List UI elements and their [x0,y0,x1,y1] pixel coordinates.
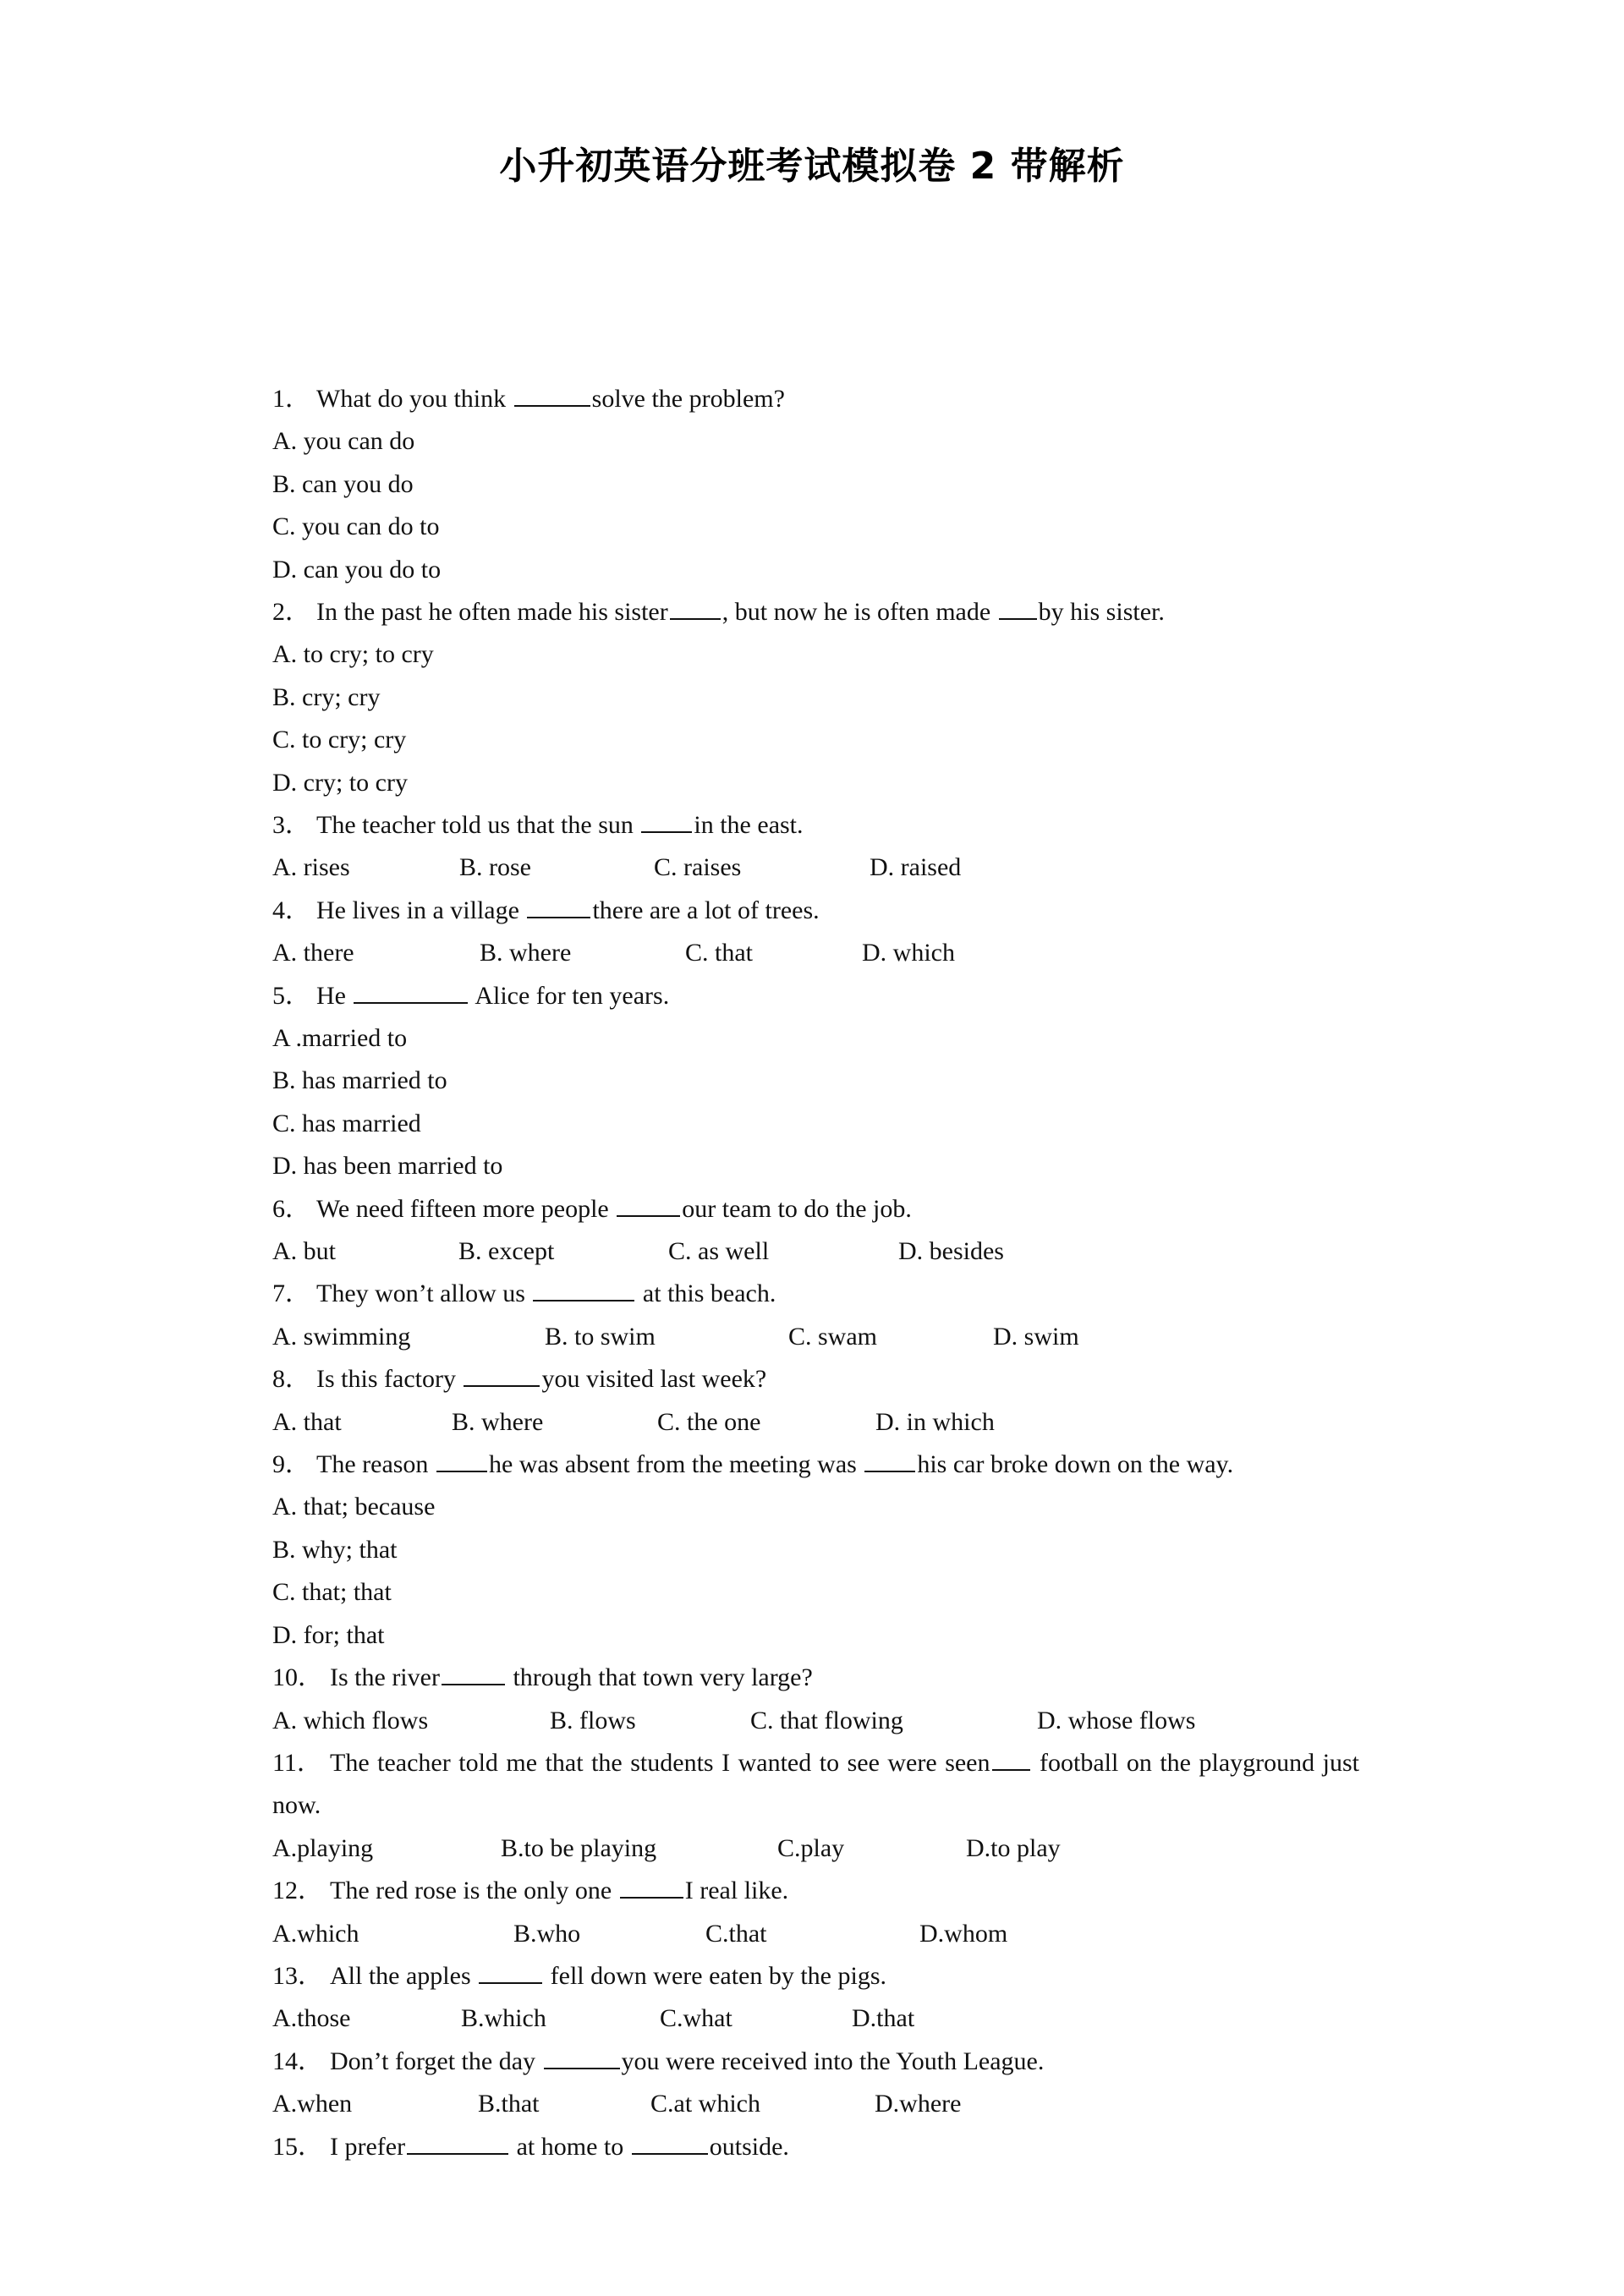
question-stem [272,1273,1359,1315]
answer-option: C.at which [650,2090,760,2118]
answer-blank [641,806,692,833]
question-item [272,591,1359,804]
question-number: 5． [272,981,310,1010]
question-item [272,1955,1359,2041]
answer-option: B.who [513,1919,581,1948]
answer-option: B.to be playing [501,1833,657,1862]
question-text: The red rose is the only one [330,1877,618,1905]
answer-blank [670,593,721,620]
answer-option: D. besides [898,1237,1004,1266]
answer-blank [442,1658,505,1685]
answer-options-row [272,1401,1359,1444]
question-stem [272,1870,1359,1912]
question-text: by his sister. [1038,598,1165,627]
question-item [272,975,1359,1188]
answer-option: D.whom [919,1919,1008,1948]
question-number: 7． [272,1280,310,1308]
answer-blank [864,1445,915,1472]
question-item [272,804,1359,890]
answer-option: B. flows [550,1706,636,1734]
question-text: football on the playground just now. [272,1748,1359,1820]
answer-options-row [272,2083,1359,2125]
question-text: Is the river [330,1663,440,1692]
question-item [272,1444,1359,1657]
question-text: through that town very large? [506,1663,813,1692]
answer-option: C. that; that [272,1578,392,1607]
answer-option: A. swimming [272,1322,411,1351]
answer-blank [632,2128,708,2155]
answer-option: D. has been married to [272,1152,503,1181]
answer-option: B. can you do [272,469,414,498]
answer-option: D. can you do to [272,555,442,584]
answer-option: D.where [875,2090,962,2118]
question-text: at home to [510,2132,630,2161]
question-text: What do you think [316,385,513,413]
question-text: I real like. [684,1877,789,1905]
question-stem [272,1742,1359,1827]
answer-blank [354,977,468,1004]
question-item [272,890,1359,975]
answer-option: A. there [272,939,354,967]
question-item [272,1273,1359,1358]
answer-option: D. swim [993,1322,1079,1351]
answer-option: C. you can do to [272,512,440,541]
answer-option: A.when [272,2090,353,2118]
answer-options-row [272,1316,1359,1358]
answer-option: B. cry; cry [272,682,381,711]
question-text: , but now he is often made [721,598,997,627]
question-item [272,1188,1359,1274]
question-text: Alice for ten years. [469,981,670,1010]
question-text: He lives in a village [316,896,526,924]
question-text: In the past he often made his sister [316,598,668,627]
answer-blank [514,380,590,407]
answer-option: A. to cry; to cry [272,640,434,669]
question-number: 4． [272,896,310,924]
answer-option: A.playing [272,1833,374,1862]
answer-option: B. why; that [272,1535,398,1564]
question-number: 2． [272,598,310,627]
answer-option: C. as well [668,1237,770,1266]
answer-option: B. except [458,1237,555,1266]
question-number: 9． [272,1450,310,1479]
question-stem [272,1444,1359,1486]
answer-option: D. whose flows [1037,1706,1196,1734]
answer-options-row [272,1913,1359,1955]
answer-option: D. raised [870,853,962,882]
answer-option: C.that [705,1919,767,1948]
question-number: 8． [272,1365,310,1394]
question-item [272,2041,1359,2126]
question-text: you were received into the Youth League. [621,2047,1045,2075]
question-text: The teacher told me that the students I wanted to see were seen [330,1748,990,1777]
question-item [272,1742,1359,1870]
answer-option: C. that flowing [750,1706,903,1734]
answer-option: B. where [480,939,572,967]
answer-option: C. that [685,939,753,967]
question-text: All the apples [330,1961,478,1990]
question-item [272,378,1359,591]
question-number: 6． [272,1194,310,1223]
answer-option: A. that [272,1407,342,1436]
question-text: he was absent from the meeting was [488,1450,864,1479]
question-list [272,378,1359,2168]
answer-option: B.that [478,2090,540,2118]
question-item [272,1657,1359,1742]
question-text: outside. [709,2132,789,2161]
question-stem [272,890,1359,932]
answer-options-row [272,932,1359,974]
question-item [272,1870,1359,1955]
answer-option: B. where [452,1407,544,1436]
answer-blank [533,1274,634,1301]
answer-options-row [272,847,1359,889]
answer-option: B. to swim [545,1322,656,1351]
answer-option: B.which [461,2004,546,2033]
question-text: you visited last week? [541,1365,767,1394]
answer-blank [620,1871,683,1899]
answer-option: B. has married to [272,1066,447,1095]
question-text: The teacher told us that the sun [316,811,640,840]
answer-blank [992,1744,1030,1771]
answer-option: D. in which [875,1407,995,1436]
question-stem [272,975,1359,1017]
question-stem [272,1657,1359,1699]
page-title: 小升初英语分班考试模拟卷 2 带解析 [499,145,1125,188]
question-number: 10． [272,1663,323,1692]
question-stem [272,1955,1359,1997]
question-number: 13． [272,1961,323,1990]
answer-option: A. which flows [272,1706,429,1734]
answer-option: C. to cry; cry [272,726,407,754]
question-stem [272,2041,1359,2083]
question-text: The reason [316,1450,435,1479]
answer-blank [544,2042,620,2069]
question-text: We need fifteen more people [316,1194,616,1223]
answer-blank [479,1957,542,1984]
question-text: Don’t forget the day [330,2047,542,2075]
answer-option: A.those [272,2004,351,2033]
answer-option: A. you can do [272,427,415,456]
answer-blank [407,2128,508,2155]
answer-option: C.play [777,1833,845,1862]
answer-option: C. raises [654,853,742,882]
answer-option: D.to play [966,1833,1061,1862]
answer-option: D. for; that [272,1620,385,1649]
answer-option: C. has married [272,1109,421,1137]
answer-blank [527,891,590,918]
question-text: I prefer [330,2132,406,2161]
question-item [272,1358,1359,1444]
question-text: his car broke down on the way. [917,1450,1234,1479]
question-text: there are a lot of trees. [592,896,820,924]
question-number: 14． [272,2047,323,2075]
question-stem [272,378,1359,420]
question-number: 11． [272,1748,322,1777]
answer-option: C. the one [657,1407,761,1436]
answer-option: A.which [272,1919,359,1948]
answer-option: A. rises [272,853,350,882]
answer-option: A. that; because [272,1493,436,1521]
question-stem [272,591,1359,633]
answer-options-row [272,1827,1359,1870]
question-stem [272,804,1359,847]
answer-blank [464,1360,540,1387]
answer-option: D. cry; to cry [272,768,408,797]
question-number: 1． [272,385,310,413]
question-stem [272,1358,1359,1400]
question-text: in the east. [694,811,804,840]
question-text: our team to do the job. [682,1194,912,1223]
answer-option: C. swam [788,1322,877,1351]
question-text: solve the problem? [591,385,785,413]
answer-options-row [272,1700,1359,1742]
question-text: Is this factory [316,1365,463,1394]
answer-options-row [272,1997,1359,2040]
answer-blank [617,1190,680,1217]
question-text: fell down were eaten by the pigs. [544,1961,887,1990]
answer-option: A. but [272,1237,336,1266]
question-number: 12． [272,1877,323,1905]
question-item [272,2126,1359,2168]
question-text: at this beach. [636,1280,776,1308]
question-stem [272,1188,1359,1230]
question-text: They won’t allow us [316,1280,532,1308]
question-text: He [316,981,353,1010]
question-number: 15． [272,2132,323,2161]
question-number: 3． [272,811,310,840]
answer-blank [436,1445,487,1472]
question-stem [272,2126,1359,2168]
answer-option: D. which [862,939,955,967]
answer-option: D.that [852,2004,915,2033]
answer-option: A .married to [272,1024,408,1053]
answer-option: B. rose [459,853,531,882]
answer-options-row [272,1230,1359,1273]
answer-option: C.what [660,2004,732,2033]
answer-blank [999,593,1037,620]
